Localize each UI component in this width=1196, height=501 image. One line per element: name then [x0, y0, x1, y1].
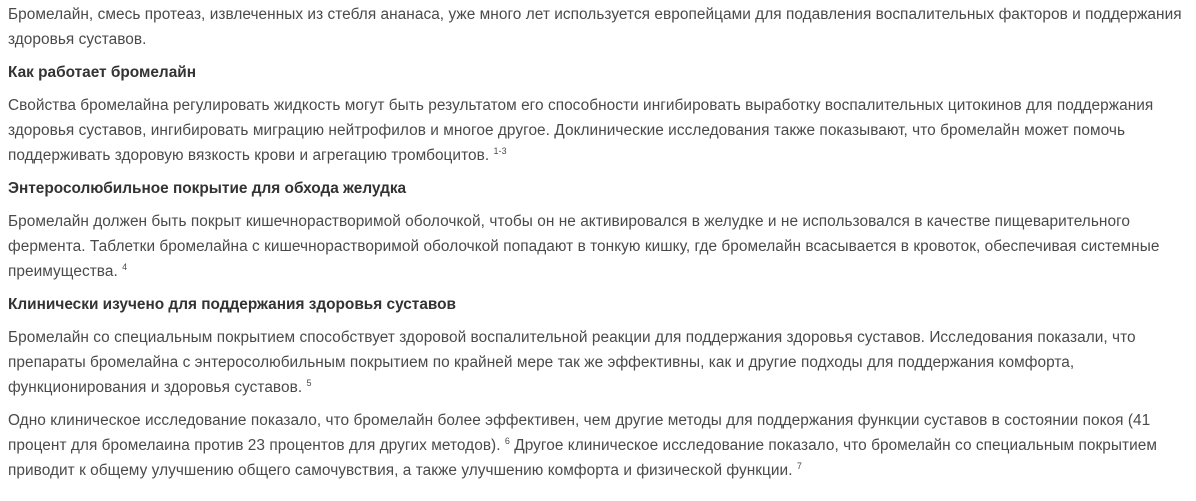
- section-heading-enteric-coating: Энтеросолюбильное покрытие для обхода желудка: [8, 180, 407, 197]
- enteric-coating-paragraph: [8, 209, 1188, 284]
- intro-paragraph: [8, 2, 1188, 52]
- reference-superscript: 7: [796, 461, 802, 471]
- clinical-text-1: Бромелайн со специальным покрытием способствует здоровой воспалительной реакции для поддержания здоровья суставов. Исследования показали, что препараты бромелайна с энтеросолюбильным покрытием по крайней мере так же эффективны, как и другие подходы для поддержания комфорта, функционирования и здоровья суставов.: [8, 329, 1136, 396]
- clinical-text-2a: Одно клиническое исследование показало, что бромелайн более эффективен, чем другие методы для поддержания функции суставов в состоянии покоя (41 процент для бромелаина против 23 процентов для других методов).: [8, 412, 1151, 454]
- reference-superscript: 4: [122, 262, 128, 272]
- reference-superscript: 1-3: [493, 146, 507, 156]
- how-it-works-text: Свойства бромелайна регулировать жидкость могут быть результатом его способности ингибировать выработку воспалительных цитокинов для поддержания здоровья суставов, ингибировать миграцию нейтрофилов и многое другое. Доклинические исследования также показывают, что бромелайн может помочь поддерживать здоровую вязкость крови и агрегацию тромбоцитов.: [8, 97, 1154, 164]
- clinical-paragraph-1: [8, 325, 1188, 400]
- enteric-coating-text: Бромелайн должен быть покрыт кишечнорастворимой оболочкой, чтобы он не активировался в желудке и не использовался в качестве пищеварительного фермента. Таблетки бромелайна с кишечнорастворимой оболочкой попадают в тонкую кишку, где бромелайн всасывается в кровоток, обеспечивая системные преимущества.: [8, 213, 1160, 280]
- section-heading-clinical: Клинически изучено для поддержания здоровья суставов: [8, 296, 457, 313]
- intro-text: Бромелайн, смесь протеаз, извлеченных из стебля ананаса, уже много лет используется европейцами для подавления воспалительных факторов и поддержания здоровья суставов.: [8, 6, 1182, 48]
- clinical-paragraph-2: [8, 408, 1188, 483]
- how-it-works-paragraph: [8, 93, 1188, 168]
- reference-superscript: 5: [306, 378, 312, 388]
- clinical-text-2b: Другое клиническое исследование показало, что бромелайн со специальным покрытием приводит к общему улучшению общего самочувствия, а также улучшению комфорта и физической функции.: [8, 437, 1157, 479]
- section-heading-how-it-works: Как работает бромелайн: [8, 64, 197, 81]
- reference-superscript: 6: [504, 436, 510, 446]
